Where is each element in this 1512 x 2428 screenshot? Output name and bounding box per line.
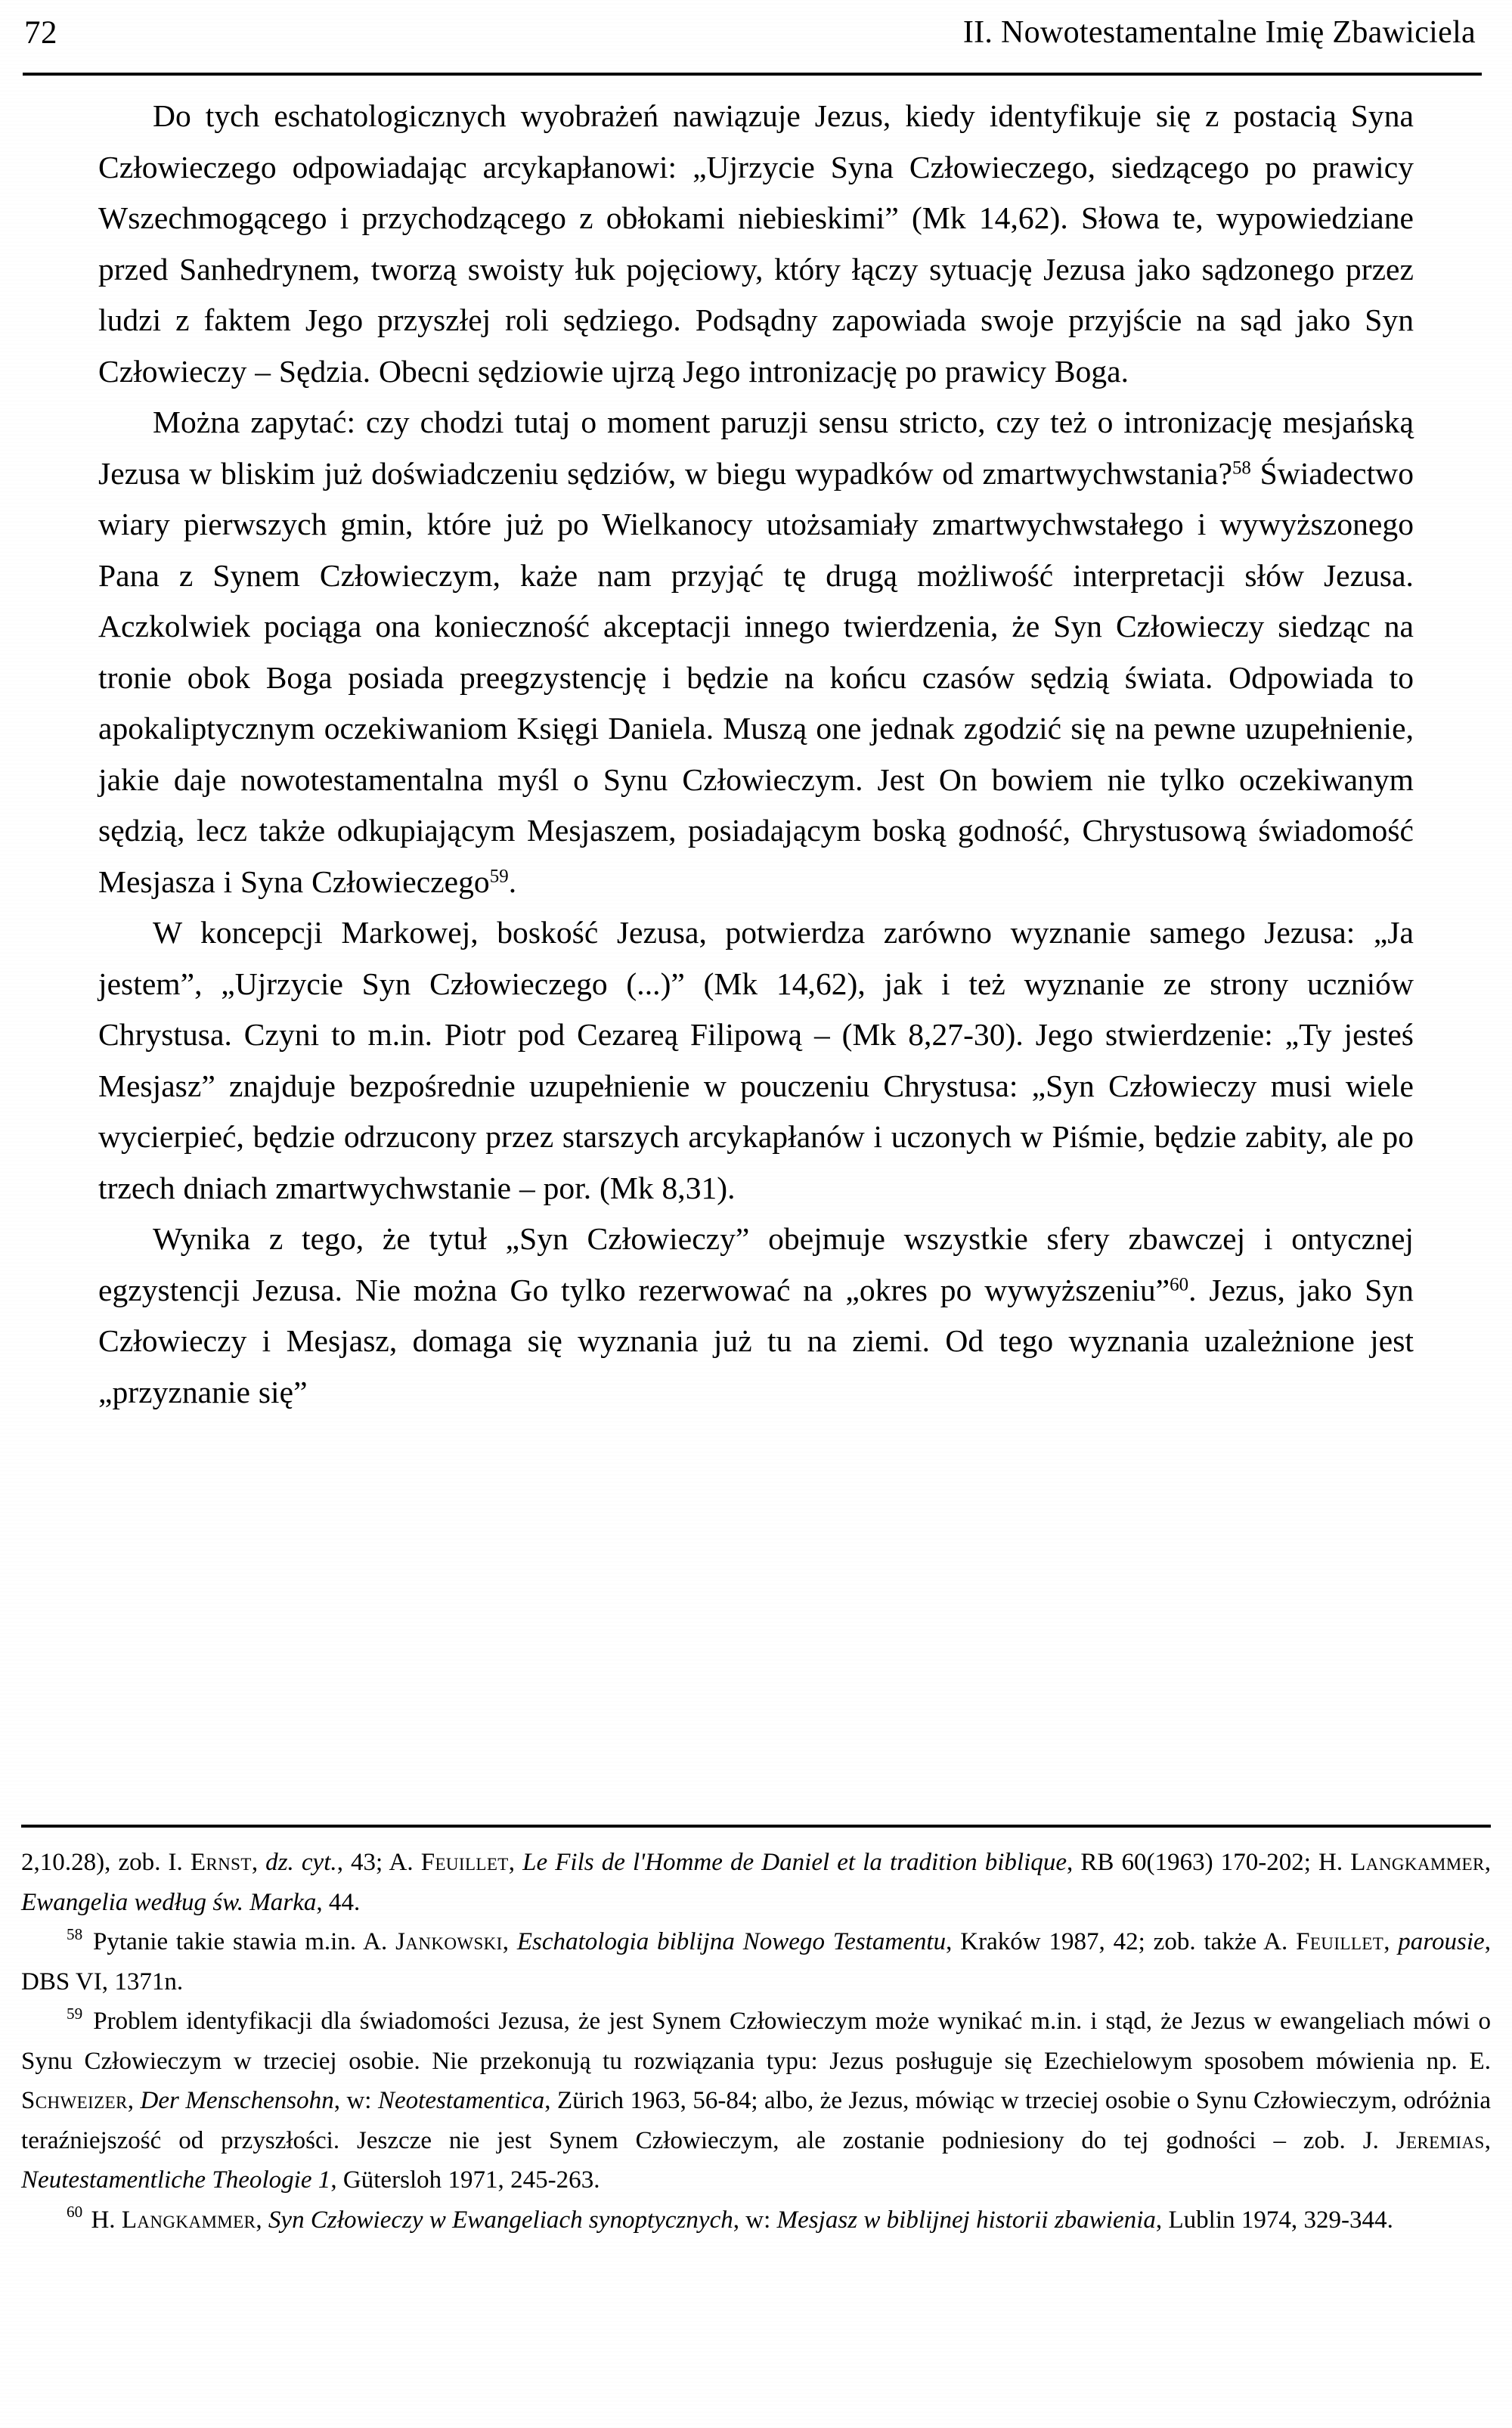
footnote-ref-58[interactable]: 58 [1232,457,1251,478]
footnote-marker[interactable]: 58 [67,1924,83,1943]
footnote-text: , Gütersloh 1971, 245-263. [330,2166,600,2194]
footnote-title-italic: Neotestamentica [377,2087,545,2114]
footnote-text: , [1484,1849,1492,1876]
footnote-60 [21,2200,1491,2240]
footnote-author-smallcaps: Feuillet [420,1849,509,1876]
footnote-author-smallcaps: Schweizer [21,2087,128,2114]
footnote-text: , w: [733,2206,777,2234]
paragraph-4-text-a: Wynika z tego, że tytuł „Syn Człowieczy” obejmuje wszystkie sfery zbawczej i ontycznej egzystencji Jezusa. Nie można Go tylko rezerwować na „okres po wywyższeniu” [98,1221,1414,1307]
footnote-ref-60[interactable]: 60 [1170,1273,1189,1295]
body-text [98,91,1414,1418]
footnote-text: 2,10.28), zob. I. [21,1849,191,1876]
paragraph-4-text-b: . Jezus, jako Syn Człowieczy i Mesjasz, domaga się wyznania już tu na ziemi. Od tego wyznania uzależnione jest „przyznanie się” [98,1272,1414,1409]
footnote-text: , [1484,2126,1491,2154]
paragraph-1 [98,91,1414,397]
paragraph-2 [98,397,1414,907]
footnote-text: , Lublin 1974, 329-344. [1155,2206,1393,2234]
footnote-title-italic: dz. cyt. [265,1849,337,1876]
footnote-text: Problem identyfikacji dla świadomości Jezusa, że jest Synem Człowieczym może wynikać m.in. i stąd, że Jezus w ewangeliach mówi o Synu Człowieczym w trzeciej osobie. Nie przekonują tu rozwiązania typu: Jezus posługuje się Ezechielowym sposobem mówienia np. E. [21,2008,1492,2075]
footnote-text: , 44. [316,1888,361,1916]
footnote-title-italic: Ewangelia według św. Marka [21,1888,317,1916]
paragraph-2-text-a: Można zapytać: czy chodzi tutaj o moment paruzji sensu stricto, czy też o intronizację mesjańską Jezusa w bliskim już doświadczeniu sędziów, w biegu wypadków od zmartwychwstania? [98,405,1414,491]
header-rule [23,73,1482,76]
footnote-text: , Zürich 1963, 56-84; albo, że Jezus, mówiąc w trzeciej osobie o Synu Człowieczym, odróżnia teraźniejszość od przyszłości. Jeszcze nie jest Synem Człowieczym, ale zostanie podniesiony do tej godności – zob. J. [21,2087,1491,2154]
footnote-author-smallcaps: Langkammer [1350,1849,1485,1876]
footnote-59 [21,2002,1491,2200]
paragraph-4 [98,1214,1414,1418]
running-head-title: II. Nowotestamentalne Imię Zbawiciela [962,15,1476,50]
footnote-title-italic: Syn Człowieczy w Ewangeliach synoptycznych [268,2206,733,2234]
footnote-text: , Kraków 1987, 42; zob. także A. [946,1928,1297,1955]
footnote-text: , w: [333,2087,378,2114]
running-head [23,14,1482,76]
footnote-marker[interactable]: 60 [67,2203,83,2222]
footnote-author-smallcaps: Ernst [190,1849,252,1876]
footnote-text: , [508,1849,523,1876]
footnote-title-italic: Le Fils de l'Homme de Daniel et la tradition biblique [522,1849,1067,1876]
footnote-text: H. [91,2206,122,2234]
footnote-carryover [21,1843,1491,1922]
footnote-title-italic: Der Menschensohn [140,2087,334,2114]
footnote-ref-59[interactable]: 59 [489,865,509,886]
footnote-text: , [127,2087,141,2114]
footnote-title-italic: Eschatologia biblijna Nowego Testamentu [516,1928,947,1955]
footnote-text: , 43; A. [336,1849,421,1876]
paragraph-2-text-b: Świadectwo wiary pierwszych gmin, które już po Wielkanocy utożsamiały zmartwychwstałego i wywyższonego Pana z Synem Człowieczym, każe nam przyjąć tę drugą możliwość interpretacji słów Jezusa. Aczkolwiek pociąga ona konieczność akceptacji innego twierdzenia, że Syn Człowieczy siedząc na tronie obok Boga posiada preegzystencję i będzie na końcu czasów sędzią świata. Odpowiada to apokaliptycznym oczekiwaniom Księgi Daniela. Muszą one jednak zgodzić się na pewne uzupełnienie, jakie daje nowotestamentalna myśl o Synu Człowieczym. Jest On bowiem nie tylko oczekiwanym sędzią, lecz także odkupiającym Mesjaszem, posiadającym boską godność, Chrystusową świadomość Mesjasza i Syna Człowieczego [98,455,1414,899]
footnote-area [21,1843,1491,2240]
footnote-text: , RB 60(1963) 170-202; H. [1067,1849,1351,1876]
footnote-text: , [256,2206,268,2234]
footnote-separator-rule [21,1825,1491,1828]
page-number: 72 [24,15,57,51]
paragraph-2-text-c: . [508,864,517,899]
footnote-text: , DBS VI, 1371n. [21,1928,1491,1995]
footnote-text: , [502,1928,517,1955]
paragraph-1-text: Do tych eschatologicznych wyobrażeń nawiązuje Jezus, kiedy identyfikuje się z postacią Syna Człowieczego odpowiadając arcykapłanowi: „Ujrzycie Syna Człowieczego, siedzącego po prawicy Wszechmogącego i przychodzącego z obłokami niebieskimi” (Mk 14,62). Słowa te, wypowiedziane przed Sanhedrynem, tworzą swoisty łuk pojęciowy, który łączy sytuację Jezusa jako sądzonego przez ludzi z faktem Jego przyszłej roli sędziego. Podsądny zapowiada swoje przyjście na sąd jako Syn Człowieczy – Sędzia. Obecni sędziowie ujrzą Jego intronizację po prawicy Boga. [98,98,1414,389]
footnote-author-smallcaps: Jeremias [1396,2126,1485,2154]
paragraph-3-text: W koncepcji Markowej, boskość Jezusa, potwierdza zarówno wyznanie samego Jezusa: „Ja jestem”, „Ujrzycie Syn Człowieczego (...)” (Mk 14,62), jak i też wyznanie ze strony uczniów Chrystusa. Czyni to m.in. Piotr pod Cezareą Filipową – (Mk 8,27-30). Jego stwierdzenie: „Ty jesteś Mesjasz” znajduje bezpośrednie uzupełnienie w pouczeniu Chrystusa: „Syn Człowieczy musi wiele wycierpieć, będzie odrzucony przez starszych arcykapłanów i uczonych w Piśmie, będzie zabity, ale po trzech dniach zmartwychwstanie – por. (Mk 8,31). [98,915,1414,1205]
footnote-author-smallcaps: Feuillet [1296,1928,1384,1955]
footnote-text: , [1383,1928,1399,1955]
footnote-author-smallcaps: Langkammer [121,2206,256,2234]
footnote-title-italic: Mesjasz w biblijnej historii zbawienia [776,2206,1156,2234]
footnote-author-smallcaps: Jankowski [395,1928,503,1955]
footnote-text: Pytanie takie stawia m.in. A. [92,1928,396,1955]
footnote-marker[interactable]: 59 [67,2004,83,2023]
paragraph-3 [98,907,1414,1214]
footnote-text: , [251,1849,266,1876]
footnote-title-italic: Neutestamentliche Theologie 1 [21,2166,331,2194]
footnote-58 [21,1922,1491,2002]
footnote-title-italic: parousie [1398,1928,1485,1955]
